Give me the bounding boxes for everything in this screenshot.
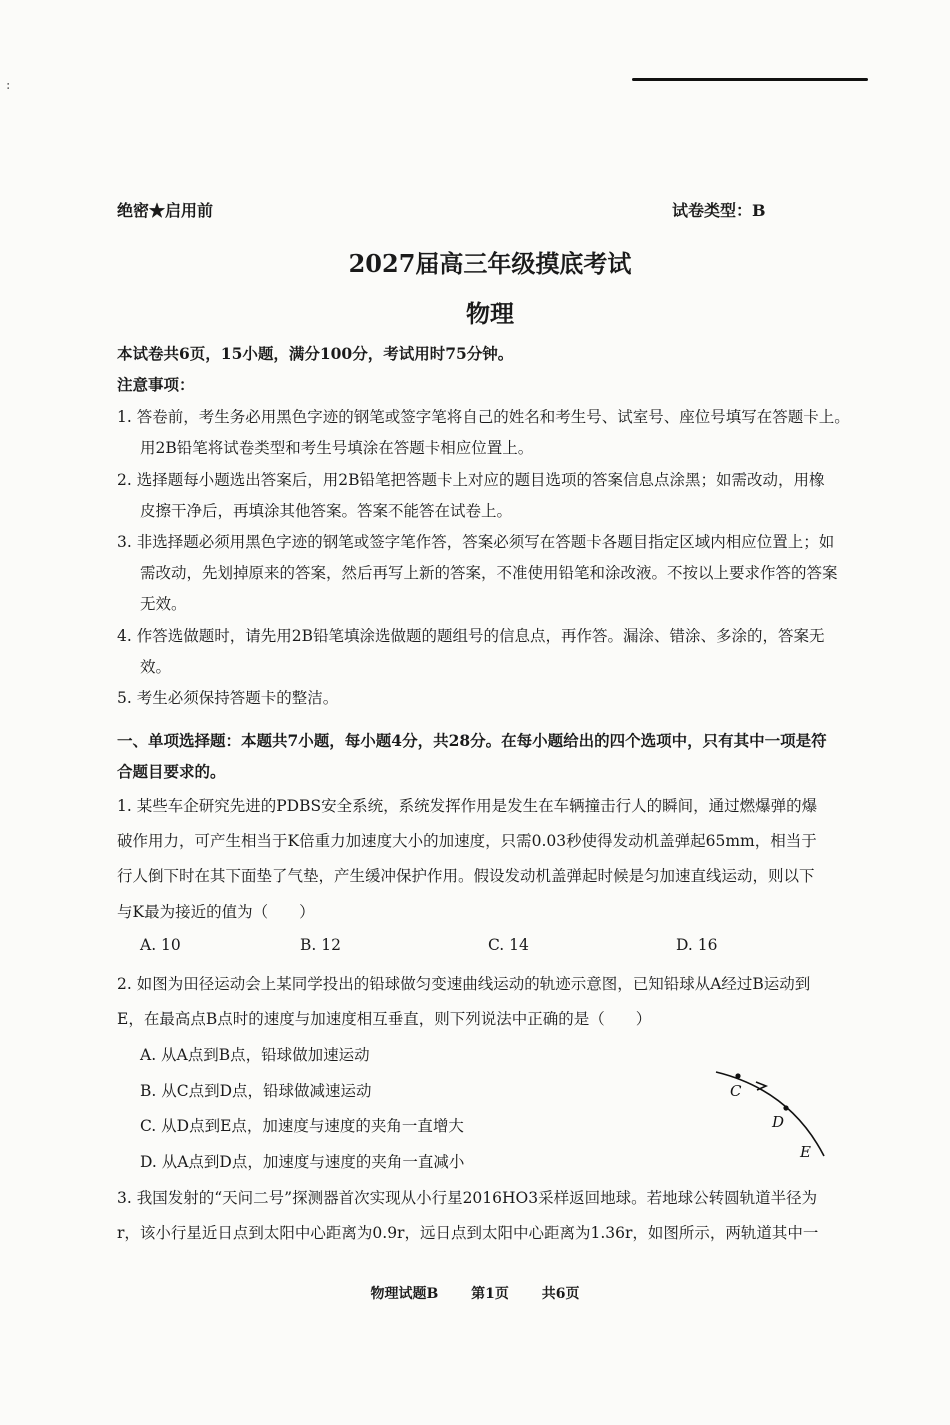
note-line: 5. 考生必须保持答题卡的整洁。 <box>117 689 339 707</box>
note-line: 效。 <box>140 658 172 676</box>
q1-stem-line: 破作用力，可产生相当于K倍重力加速度大小的加速度，只需0.03秒使得发动机盖弹起65mm，相当于 <box>117 832 817 850</box>
q2-stem-line: E，在最高点B点时的速度与加速度相互垂直，则下列说法中正确的是（ ） <box>117 1010 652 1028</box>
paper-type-label: 试卷类型：B <box>672 201 766 220</box>
footer-total: 共6页 <box>541 1286 580 1302</box>
section1-heading-cont: 合题目要求的。 <box>117 762 226 781</box>
point-c-label: C <box>730 1082 742 1100</box>
trajectory-figure <box>700 1060 850 1170</box>
note-line: 1. 答卷前，考生务必用黑色字迹的钢笔或签字笔将自己的姓名和考生号、试室号、座位号填写在答题卡上。 <box>117 408 850 426</box>
q2-option-b: B. 从C点到D点，铅球做减速运动 <box>140 1082 372 1100</box>
q2-option-d: D. 从A点到D点，加速度与速度的夹角一直减小 <box>140 1153 465 1171</box>
note-line: 无效。 <box>140 595 187 613</box>
note-line: 需改动，先划掉原来的答案，然后再写上新的答案，不准使用铅笔和涂改液。不按以上要求作答的答案 <box>140 564 838 582</box>
note-line: 2. 选择题每小题选出答案后，用2B铅笔把答题卡上对应的题目选项的答案信息点涂黑；如需改动，用橡 <box>117 471 825 489</box>
q1-option-c: C. 14 <box>488 936 529 954</box>
q2-option-a: A. 从A点到B点，铅球做加速运动 <box>140 1046 370 1064</box>
note-line: 皮擦干净后，再填涂其他答案。答案不能答在试卷上。 <box>140 502 513 520</box>
point-e-label: E <box>800 1143 811 1161</box>
notes-heading: 注意事项： <box>117 375 195 394</box>
point-c-dot <box>735 1073 740 1078</box>
point-d-label: D <box>772 1113 785 1131</box>
note-line: 4. 作答选做题时，请先用2B铅笔填涂选做题的题组号的信息点，再作答。漏涂、错涂、多涂的，答案无 <box>117 627 825 645</box>
page-footer <box>0 1283 950 1303</box>
footer-paper: 物理试题B <box>370 1286 439 1302</box>
section1-heading: 一、单项选择题：本题共7小题，每小题4分，共28分。在每小题给出的四个选项中，只有其中一项是符 <box>117 731 827 750</box>
confidential-label: 绝密★启用前 <box>117 201 214 220</box>
point-d-dot <box>783 1105 788 1110</box>
direction-arrow-icon <box>756 1082 766 1090</box>
q1-stem-line: 行人倒下时在其下面垫了气垫，产生缓冲保护作用。假设发动机盖弹起时候是匀加速直线运动，则以下 <box>117 867 815 885</box>
q1-stem-line: 与K最为接近的值为（ ） <box>117 903 315 921</box>
q1-option-a: A. 10 <box>140 936 181 954</box>
footer-page: 第1页 <box>471 1286 509 1302</box>
note-line: 3. 非选择题必须用黑色字迹的钢笔或签字笔作答，答案必须写在答题卡各题目指定区域内相应位置上；如 <box>117 533 835 551</box>
q3-stem-line: 3. 我国发射的“天问二号”探测器首次实现从小行星2016HO3采样返回地球。若地球公转圆轨道半径为 <box>117 1189 818 1207</box>
scan-mark: : <box>6 78 11 93</box>
q2-option-c: C. 从D点到E点，加速度与速度的夹角一直增大 <box>140 1117 464 1135</box>
q2-stem-line: 2. 如图为田径运动会上某同学投出的铅球做匀变速曲线运动的轨迹示意图，已知铅球从A经过B运动到 <box>117 975 811 993</box>
q1-option-d: D. 16 <box>676 936 718 954</box>
q1-option-b: B. 12 <box>300 936 341 954</box>
note-line: 用2B铅笔将试卷类型和考生号填涂在答题卡相应位置上。 <box>140 439 534 457</box>
exam-title: 2027届高三年级摸底考试 <box>348 249 632 278</box>
q1-stem-line: 1. 某些车企研究先进的PDBS安全系统，系统发挥作用是发生在车辆撞击行人的瞬间，通过燃爆弹的爆 <box>117 797 818 815</box>
exam-info: 本试卷共6页，15小题，满分100分，考试用时75分钟。 <box>117 344 514 363</box>
top-rule <box>632 78 868 81</box>
q3-stem-line: r，该小行星近日点到太阳中心距离为0.9r，远日点到太阳中心距离为1.36r，如图所示，两轨道其中一 <box>117 1224 819 1242</box>
subject-title: 物理 <box>466 299 514 328</box>
